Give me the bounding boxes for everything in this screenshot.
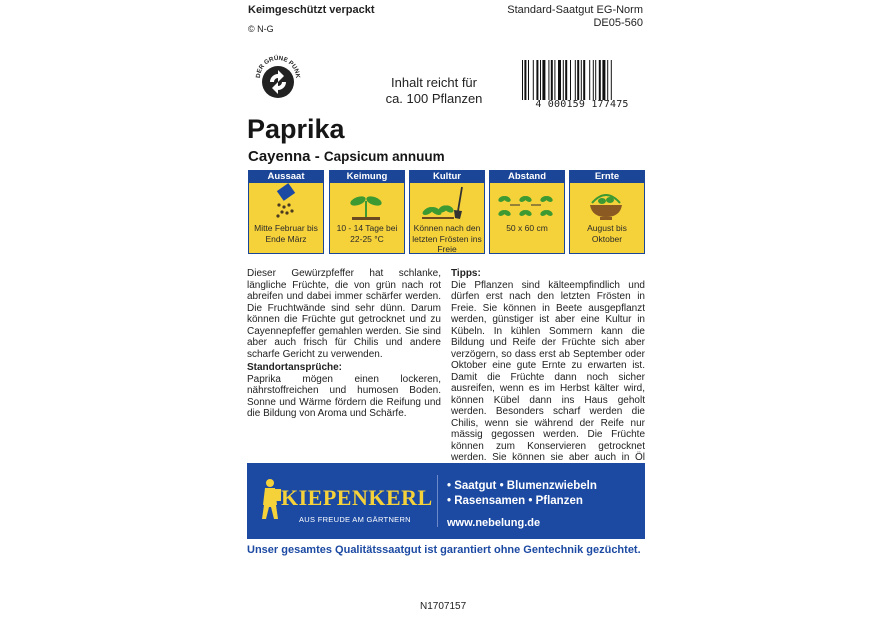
step-label: Keimung: [330, 171, 404, 183]
step-ernte: [569, 170, 645, 254]
latin-name: Capsicum annuum: [323, 149, 445, 164]
barcode-digits: 4 000159 177475: [535, 99, 629, 110]
tips-heading: Tipps:: [451, 268, 481, 279]
seedling-icon: [330, 183, 404, 223]
product-range-line2: • Rasensamen • Pflanzen: [447, 494, 583, 507]
copyright: © N-G: [248, 24, 274, 34]
seed-standard-line1: Standard-Saatgut EG-Norm: [507, 4, 643, 16]
step-text: August bis Oktober: [587, 223, 627, 244]
brand-banner: [247, 463, 645, 539]
amount-line2: ca. 100 Pflanzen: [385, 91, 483, 106]
step-label: Aussaat: [249, 171, 323, 183]
description-column: [247, 268, 441, 420]
brand-tagline: AUS FREUDE AM GÄRTNERN: [299, 515, 411, 524]
amount-line1: Inhalt reicht für: [391, 75, 477, 90]
description-text: Dieser Gewürzpfeffer hat schlanke, längliche Früchte, die von grün nach rot abreifen und dabei immer schärfer werden. Die Fruchtwände sind sehr dünn. Darum können die Früchte gut getrocknet und zu Cayennepfeffer gemahlen werden. Sie sind aber auch frisch für Chilis und andere scharfe Gericht zu verwenden.: [247, 268, 441, 360]
content-amount: [372, 75, 496, 107]
seed-standard: [507, 4, 643, 30]
variety-name: Cayenna -: [248, 148, 320, 165]
plants-shovel-icon: [410, 183, 484, 223]
product-title: Paprika: [247, 114, 345, 144]
step-abstand: [489, 170, 565, 254]
kiepenkerl-figure-icon: [257, 477, 283, 526]
product-range: [447, 479, 597, 508]
barcode: [520, 60, 644, 100]
tips-text: Die Pflanzen sind kälteempfindlich und dürfen erst nach den letzten Frösten in Freie. Sie können in Beete ausgepflanzt werden, günstiger ist aber eine Kultur in Kübeln. In kühlen Sommern kann die Bildung und Reife der Früchte sich aber verzögern, so dass erst ab September oder Oktober eine gute Ernte zu erwarten ist. Damit die Früchte dann noch sicher ausreifen, wenn es im Herbst kälter wird, können Kübel dann ins Haus geholt werden. Besonders scharf werden die Chilis, wenn sie während der Reife nur mässig gegossen werden. Die Früchte können zum Konservieren getrocknet werden. Sie können sie aber auch in Öl: [451, 279, 645, 463]
seed-packet-icon: [249, 183, 323, 223]
step-label: Ernte: [570, 171, 644, 183]
location-text: Paprika mögen einen lockeren, nährstoffreichen und humosen Boden. Sonne und Wärme fördern die Reifung und die Bildung von Aroma und Schärfe.: [247, 373, 441, 419]
gruener-punkt-logo: [248, 48, 308, 108]
banner-divider: [437, 475, 438, 527]
brand-url[interactable]: www.nebelung.de: [447, 517, 541, 529]
seed-standard-line2: DE05-560: [593, 17, 643, 29]
step-text: 50 x 60 cm: [506, 223, 548, 233]
brand-logo: KIEPENKERL: [281, 485, 433, 510]
spacing-icon: [490, 183, 564, 223]
step-text: 10 - 14 Tage bei 22-25 °C: [336, 223, 398, 244]
gruener-punkt-text: DER GRÜNE PUNK: [254, 54, 302, 79]
product-subtitle: [248, 148, 445, 165]
gmo-notice: Unser gesamtes Qualitätssaatgut ist garantiert ohne Gentechnik gezüchtet.: [247, 544, 641, 556]
step-aussaat: [248, 170, 324, 254]
tips-column: [451, 268, 645, 475]
step-label: Kultur: [410, 171, 484, 183]
step-text: Mitte Februar bis Ende März: [254, 223, 318, 244]
product-range-line1: • Saatgut • Blumenzwiebeln: [447, 480, 597, 492]
harvest-bowl-icon: [570, 183, 644, 223]
step-kultur: [409, 170, 485, 254]
step-keimung: [329, 170, 405, 254]
article-code: N1707157: [420, 601, 467, 612]
packaging-note: Keimgeschützt verpackt: [248, 4, 375, 16]
step-text: Können nach den letzten Frösten ins Freie: [412, 223, 482, 254]
step-label: Abstand: [490, 171, 564, 183]
location-heading: Standortansprüche:: [247, 362, 343, 373]
